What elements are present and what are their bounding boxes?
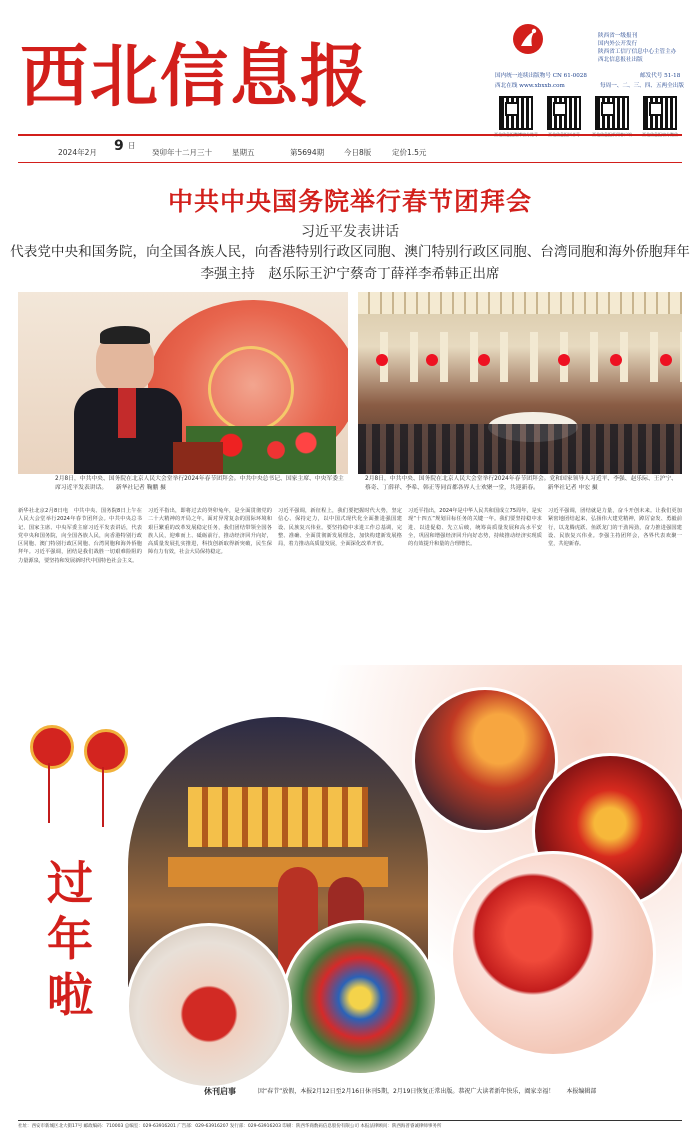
app-qr-icon[interactable] [595,96,629,130]
right-photo-caption: 2月8日，中共中央、国务院在北京人民大会堂举行2024年春节团拜会。党和国家领导人习近平、李强、赵乐际、王沪宁、蔡奇、丁薛祥、李希、韩正等同首都各界人士欢聚一堂，共迎新春。 新华社记者 申宏 摄 [365,476,677,491]
weekday: 星期五 [232,148,255,157]
date-day: 9 [114,138,124,154]
article-column: 习近平强调，新征程上，我们要把握时代大势，坚定信心、保持定力，以中国式现代化全面推进强国建设、民族复兴伟业。要坚持稳中求进工作总基调，完整、准确、全面贯彻新发展理念，加快构建新发展格局，着力推动高质量发展，全面深化改革开放。 [278,508,402,548]
feature-title [42,855,98,1023]
imprint-bar: 社址：西安市新城区北大街17号 邮政编码：710003 总编室：029-63916201 广告部：029-63916207 发行部：029-63916203 印刷：陕西华商数码信息股份有限公司 本报法律顾问：陕西海普睿诚律师事务所 [18,1120,682,1137]
qr-caption: 西北信息报微博官方账号 [494,132,538,137]
feature-title-char: 啦 [47,968,93,1022]
deck-line: 代表党中央和国务院，向全国各族人民，向香港特别行政区同胞、澳门特别行政区同胞、台湾同胞和海外侨胞拜年 [10,244,690,260]
weibo-qr-icon[interactable] [499,96,533,130]
feature-title-text [42,855,98,1023]
pubinfo-line: 国内外公开发行 [598,41,638,47]
postal-code: 邮发代号 51-18 [640,73,681,79]
paper-cutting-photo [126,923,292,1089]
pubinfo-line: 西北信息报社出版 [598,57,643,63]
article-column: 习近平指出，即将过去的癸卯兔年，是全面贯彻党的二十大精神的开局之年。面对异常复杂的国际环境和艰巨繁重的改革发展稳定任务，我们团结带领全国各族人民，迎难而上、砥砺前行，推动经济回升向好，高质量发展扎实推进，科技创新取得新突破，民生保障有力有效，社会大局保持稳定。 [148,508,272,556]
dateline [18,134,682,163]
deck-line: 李强主持 赵乐际王沪宁蔡奇丁薛祥李希韩正出席 [200,266,500,282]
price: 定价1.5元 [392,148,427,157]
notice-text: 因“春节”放假，本报2月12日至2月16日休刊5期，2月19日恢复正常出版。恭祝广大读者新年快乐，阖家幸福！ 本报编辑部 [258,1088,597,1095]
date-day-label: 日 [128,141,136,150]
paper-cut-lantern-photo [282,920,438,1076]
fu-ornament-icon [30,725,74,769]
wechat-qr-icon[interactable] [643,96,677,130]
closure-notice [18,1087,682,1116]
page-count: 今日8版 [344,148,372,157]
article-column: 习近平指出，2024年是中华人民共和国成立75周年，是实现“十四五”规划目标任务的关键一年。我们要坚持稳中求进、以进促稳、先立后破，统筹高质量发展和高水平安全，巩固和增强经济回升向好态势，持续推动经济实现质的有效提升和量的合理增长。 [408,508,542,548]
dancer-logo-icon [513,24,543,54]
article-column: 新华社北京2月8日电 中共中央、国务院8日上午在人民大会堂举行2024年春节团拜会。中共中央总书记、国家主席、中央军委主席习近平发表讲话，代表党中央和国务院，向全国各族人民，向香港特别行政区同胞、澳门特别行政区同胞、台湾同胞和海外侨胞拜年。习近平强调，团结是我们战胜一切艰难险阻的力量源泉，要坚持和发展新时代中国特色社会主义。 [18,508,142,564]
lunar-date: 癸卯年十二月三十 [152,148,212,157]
masthead-title: 西北信息报 [20,37,371,117]
fu-ornament-icon [84,729,128,773]
date-yearmonth: 2024年2月 [58,148,97,157]
feature-title-char: 年 [47,912,93,966]
qr-caption: 西北信息报官方微信 [642,132,678,137]
cn-number: 国内统一连续出版物号 CN 61-0028 [495,73,587,79]
qr-caption: 西北信息报抖音号 [548,132,580,137]
pubinfo-line: 陕西省一级报刊 [598,33,638,39]
publication-info [598,32,688,64]
article-column: 习近平强调，团结就是力量，奋斗开创未来。让我们更加紧密地团结起来，弘扬伟大建党精神，踔厉奋发、勇毅前行，以龙腾虎跃、鱼跃龙门的干劲闯劲，奋力推进强国建设、民族复兴伟业。李强主持团拜会，各界代表欢聚一堂，共迎新春。 [548,508,682,548]
feature-title-char: 过 [47,856,93,910]
speech-photo [18,292,348,474]
pubinfo-line: 陕西省工信厅信息中心主管主办 [598,49,677,55]
new-year-feature [18,665,682,1100]
douyin-qr-icon[interactable] [547,96,581,130]
left-photo-caption: 2月8日，中共中央、国务院在北京人民大会堂举行2024年春节团拜会。中共中央总书记、国家主席、中央军委主席习近平发表讲话。 新华社记者 鞠鹏 摄 [55,476,344,491]
issue-number: 第5694期 [290,148,325,157]
publication-schedule: 每周一、二、三、四、五两全出版 [600,83,684,89]
notice-title: 休刊启事 [204,1087,236,1096]
headline: 中共中央国务院举行春节团拜会 [167,187,532,216]
subheadline: 习近平发表讲话 [301,224,399,240]
qr-caption: 西北信息报新闻客户端 [592,132,632,137]
banquet-photo [358,292,682,474]
deck [0,241,700,285]
lantern-decoration-photo [450,851,656,1057]
website-link[interactable]: 西北在线 www.xbxxb.com [495,83,565,89]
